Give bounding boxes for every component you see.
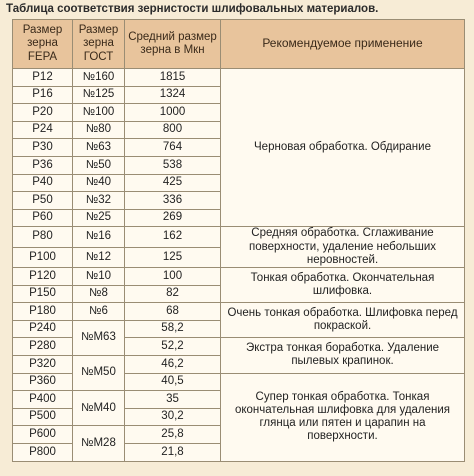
cell-gost: №16 [73,227,125,247]
cell-size: 764 [125,139,221,157]
cell-fepa: P120 [13,268,73,286]
cell-fepa: P40 [13,174,73,192]
cell-fepa: P280 [13,338,73,356]
cell-fepa: P800 [13,443,73,461]
cell-size: 100 [125,268,221,286]
cell-size: 336 [125,192,221,210]
table-row [13,69,465,87]
cell-gost: №63 [73,139,125,157]
cell-fepa: P24 [13,121,73,139]
cell-gost: №125 [73,86,125,104]
cell-size: 800 [125,121,221,139]
cell-fepa: P360 [13,373,73,391]
cell-gost: №100 [73,104,125,122]
cell-use-very-fine: Очень тонкая обработка. Шлифовка перед покраской. [221,303,465,338]
cell-fepa: P20 [13,104,73,122]
cell-fepa: P50 [13,192,73,210]
table-title: Таблица соответствия зернистости шлифовальных материалов. [6,3,379,15]
cell-size: 25,8 [125,426,221,444]
cell-fepa: P600 [13,426,73,444]
cell-fepa: P16 [13,86,73,104]
cell-size: 162 [125,227,221,247]
cell-gost-merged: №М63 [73,320,125,355]
cell-gost: №25 [73,209,125,227]
cell-use-fine: Тонкая обработка. Окончательная шлифовка. [221,268,465,303]
cell-size: 35 [125,391,221,409]
header-fepa: Размер зерна FEPA [13,20,73,69]
grit-table [12,19,465,462]
cell-size: 21,8 [125,443,221,461]
cell-size: 40,5 [125,373,221,391]
cell-size: 1815 [125,69,221,87]
cell-fepa: P100 [13,247,73,267]
cell-fepa: P180 [13,303,73,321]
cell-gost: №160 [73,69,125,87]
cell-size: 68 [125,303,221,321]
cell-size: 46,2 [125,355,221,373]
cell-use-super-fine: Супер тонкая обработка. Тонкая окончательная шлифовка для удаления глянца или пятен и царапин на поверхности. [221,373,465,461]
cell-gost: №10 [73,268,125,286]
cell-use-extra-fine: Экстра тонкая боработка. Удаление пылевых крапинок. [221,338,465,373]
cell-use-medium: Средняя обработка. Сглаживание поверхности, удаление небольших неровностей. [221,227,465,268]
cell-size: 425 [125,174,221,192]
cell-size: 1000 [125,104,221,122]
cell-size: 52,2 [125,338,221,356]
cell-gost: №12 [73,247,125,267]
cell-gost: №32 [73,192,125,210]
cell-gost: №80 [73,121,125,139]
cell-size: 269 [125,209,221,227]
cell-gost-merged: №М50 [73,355,125,390]
cell-fepa: P320 [13,355,73,373]
cell-gost: №40 [73,174,125,192]
cell-gost-merged: №М28 [73,426,125,461]
cell-fepa: P80 [13,227,73,247]
cell-gost: №8 [73,285,125,303]
table-row [13,268,465,286]
cell-size: 82 [125,285,221,303]
cell-fepa: P12 [13,69,73,87]
cell-fepa: P150 [13,285,73,303]
cell-size: 30,2 [125,408,221,426]
cell-fepa: P500 [13,408,73,426]
cell-fepa: P240 [13,320,73,338]
cell-gost: №6 [73,303,125,321]
cell-size: 538 [125,156,221,174]
header-gost: Размер зерна ГОСТ [73,20,125,69]
cell-fepa: P36 [13,156,73,174]
cell-use-rough: Черновая обработка. Обдирание [221,69,465,227]
cell-size: 125 [125,247,221,267]
table-row [13,227,465,247]
cell-fepa: P60 [13,209,73,227]
cell-size: 58,2 [125,320,221,338]
table-row [13,303,465,321]
cell-gost: №50 [73,156,125,174]
header-use: Рекомендуемое применение [221,20,465,69]
cell-fepa: P30 [13,139,73,157]
cell-fepa: P400 [13,391,73,409]
cell-gost-merged: №М40 [73,391,125,426]
header-row [13,20,465,69]
cell-size: 1324 [125,86,221,104]
header-size: Средний размер зерна в Мкн [125,20,221,69]
